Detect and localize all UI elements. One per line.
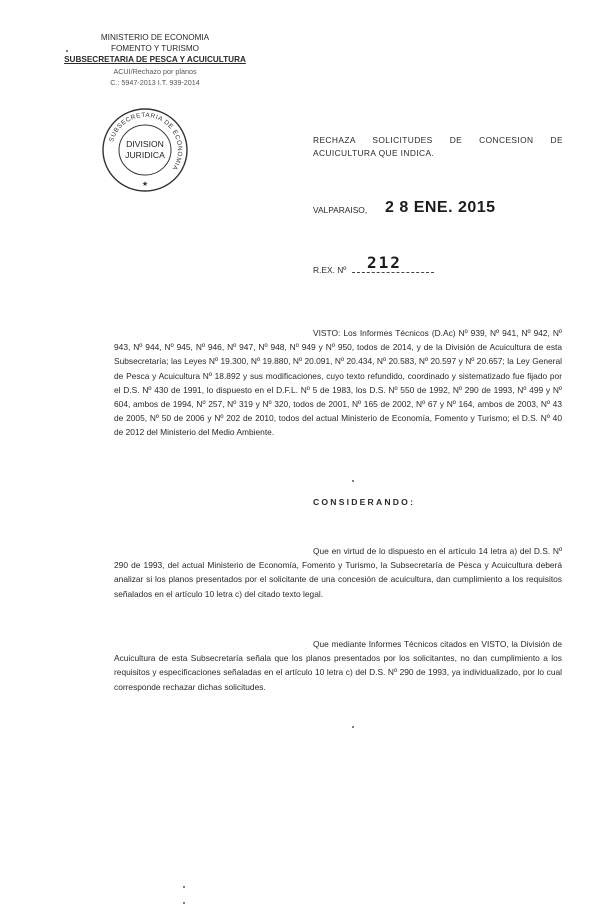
seal-star-icon: ★ <box>141 181 149 188</box>
division-juridica-seal-icon <box>100 106 190 194</box>
scan-speck <box>66 50 68 52</box>
resolution-number-line <box>352 272 434 273</box>
resolution-number: 212 <box>367 253 402 272</box>
scan-speck <box>183 902 185 904</box>
scan-speck <box>352 480 354 482</box>
document-subject: RECHAZA SOLICITUDES DE CONCESION DE ACUICULTURA QUE INDICA. <box>313 135 563 158</box>
ministry-subtitle: FOMENTO Y TURISMO <box>110 44 200 54</box>
resolution-label: R.EX. Nº <box>313 265 347 275</box>
letterhead <box>40 32 270 88</box>
reference-line-1: ACUI/Rechazo por planos <box>113 66 197 76</box>
considerando-paragraph-2 <box>114 637 562 694</box>
considerando-paragraph-1 <box>114 544 562 601</box>
considerando-heading: CONSIDERANDO: <box>313 497 416 507</box>
ministry-name: MINISTERIO DE ECONOMIA <box>100 33 210 42</box>
date-stamp: 2 8 ENE. 2015 <box>385 199 496 216</box>
seal-center-line-2: JURIDICA <box>125 150 165 160</box>
seal-ring-text: SUBSECRETARIA DE ECONOMIA <box>108 111 184 172</box>
scan-speck <box>352 726 354 728</box>
subsecretaria-name: SUBSECRETARIA DE PESCA Y ACUICULTURA <box>64 55 246 65</box>
reference-line-2: C.: 5947-2013 I.T. 939-2014 <box>110 77 200 87</box>
scan-speck <box>183 886 185 888</box>
considerando-2-text: Que mediante Informes Técnicos citados en VISTO, la División de Acuicultura de esta Subsecretaría señala que los planos presentados por los solicitantes, no dan cumplimiento a los requisitos y especificaciones señaladas en el artículo 10 letra c) del D.S. Nº 290 de 1993, ya individualizado, por lo cual corresponde rechazar dichas solicitudes. <box>114 639 562 692</box>
considerando-1-text: Que en virtud de lo dispuesto en el artículo 14 letra a) del D.S. Nº 290 de 1993, del actual Ministerio de Economía, Fomento y Turismo, la Subsecretaría de Pesca y Acuicultura deberá analizar si los planos presentados por el solicitante de una concesión de acuicultura, dan cumplimiento a los requisitos señalados en el artículo 10 letra c) del citado texto legal. <box>114 546 562 599</box>
place-label: VALPARAISO, <box>313 205 368 215</box>
visto-text: VISTO: Los Informes Técnicos (D.Ac) Nº 939, Nº 941, Nº 942, Nº 943, Nº 944, Nº 945, Nº 946, Nº 947, Nº 948, Nº 949 y Nº 950, todos de 2014, y de la División de Acuicultura de esta Subsecretaría; las Leyes Nº 19.300, Nº 19.880, Nº 20.091, Nº 20.434, Nº 20.583, Nº 20.597 y Nº 20.657; la Ley General de Pesca y Acuicultura Nº 18.892 y sus modificaciones, cuyo texto refundido, coordinado y sistematizado fue fijado por el D.S. Nº 430 de 1991, lo dispuesto en el D.F.L. Nº 5 de 1983, los D.S. Nº 550 de 1992, Nº 290 de 1993, Nº 499 y Nº 604, ambos de 1994, Nº 257, Nº 319 y Nº 320, todos de 2001, Nº 165 de 2002, Nº 67 y Nº 164, ambos de 2003, Nº 43 de 2005, Nº 50 de 2006 y Nº 202 de 2010, todos del actual Ministerio de Economía, Fomento y Turismo; el D.S. Nº 40 de 2012 del Ministerio del Medio Ambiente. <box>114 328 562 438</box>
seal-center-line-1: DIVISION <box>126 139 164 149</box>
visto-paragraph <box>114 326 562 440</box>
